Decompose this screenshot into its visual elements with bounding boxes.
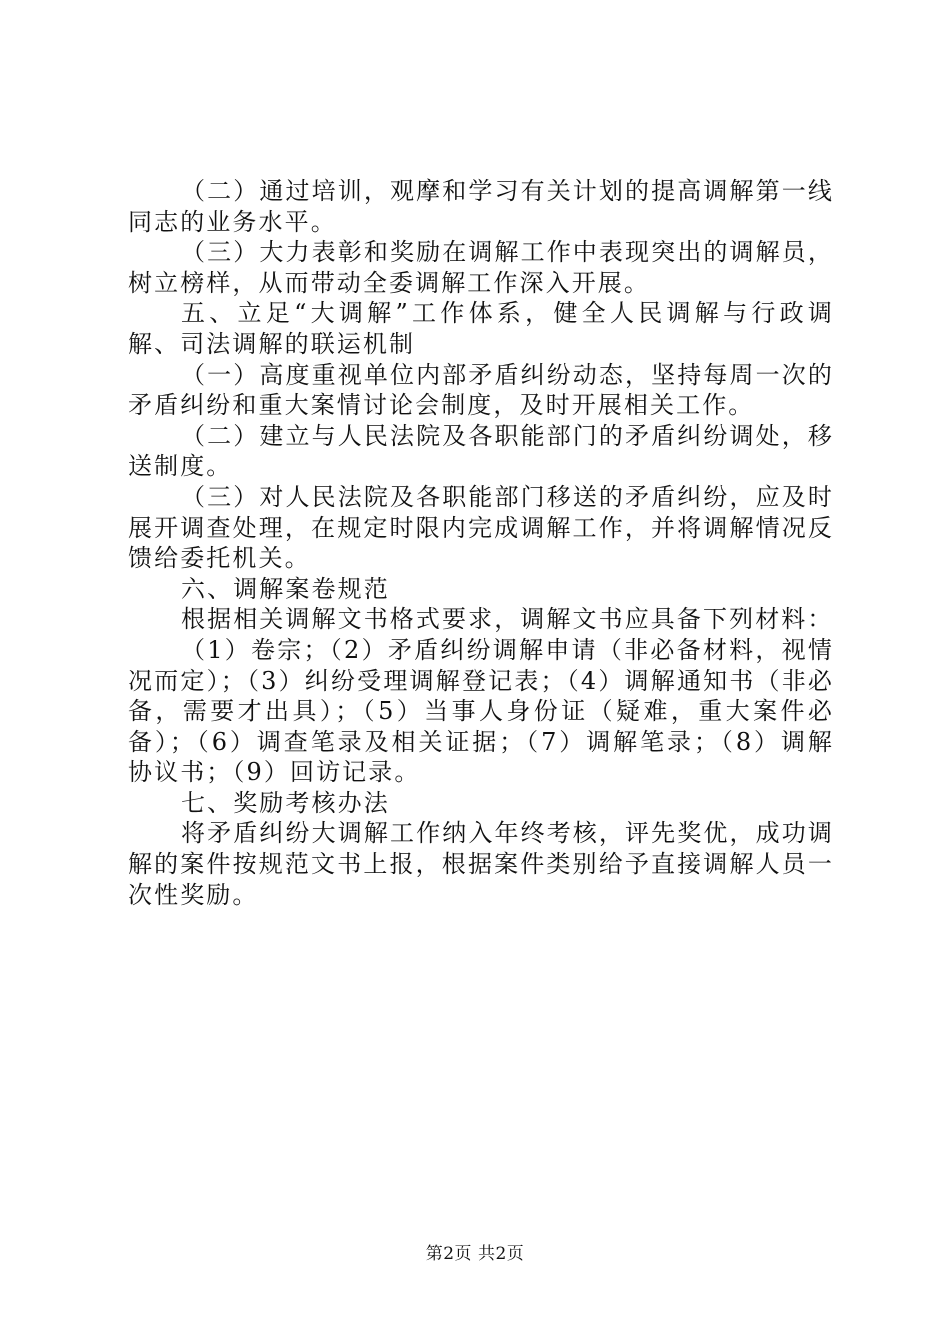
- paragraph-commendation: （三）大力表彰和奖励在调解工作中表现突出的调解员，树立榜样，从而带动全委调解工作深入开展。: [128, 238, 834, 297]
- paragraph-transfer-system: （二）建立与人民法院及各职能部门的矛盾纠纷调处，移送制度。: [128, 421, 834, 481]
- section-heading-seven: 七、奖励考核办法: [181, 788, 390, 817]
- paragraph-rewards: 将矛盾纠纷大调解工作纳入年终考核，评先奖优，成功调解的案件按规范文书上报，根据案件类别给予直接调解人员一次性奖励。: [128, 819, 834, 909]
- document-body: [128, 176, 834, 910]
- section-heading-five: 五、立足“大调解”工作体系，健全人民调解与行政调解、司法调解的联运机制: [128, 299, 834, 358]
- section-heading-six: 六、调解案卷规范: [181, 574, 390, 603]
- paragraph-dispute-monitoring: （一）高度重视单位内部矛盾纠纷动态，坚持每周一次的矛盾纠纷和重大案情讨论会制度，及时开展相关工作。: [128, 360, 834, 420]
- paragraph-document-requirements: 根据相关调解文书格式要求，调解文书应具备下列材料：: [181, 605, 834, 634]
- paragraph-materials-list: （1）卷宗；（2）矛盾纠纷调解申请（非必备材料，视情况而定）；（3）纠纷受理调解登记表；（4）调解通知书（非必备，需要才出具）；（5）当事人身份证（疑难，重大案件必备）；（6）调查笔录及相关证据；（7）调解笔录；（8）调解协议书；（9）回访记录。: [128, 635, 834, 787]
- paragraph-case-handling: （三）对人民法院及各职能部门移送的矛盾纠纷，应及时展开调查处理，在规定时限内完成调解工作，并将调解情况反馈给委托机关。: [128, 482, 834, 573]
- paragraph-training: （二）通过培训，观摩和学习有关计划的提高调解第一线同志的业务水平。: [128, 177, 834, 236]
- page-number: 第2页 共2页: [425, 1244, 525, 1264]
